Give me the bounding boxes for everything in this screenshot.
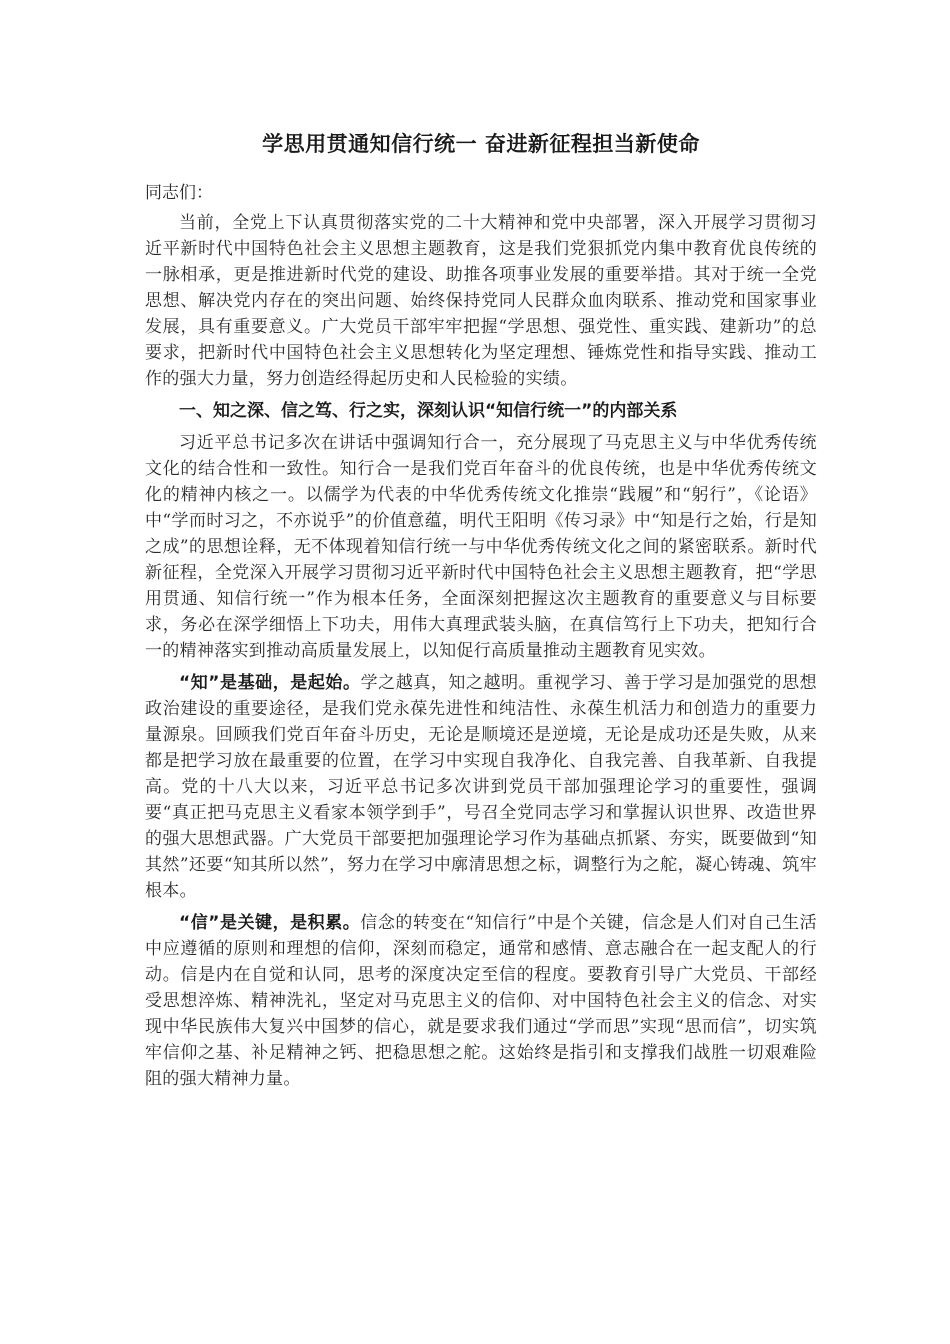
zhi-lead: “知”是基础，是起始。: [179, 673, 361, 693]
xin-paragraph: [145, 910, 817, 1092]
document-title: 学思用贯通知信行统一 奋进新征程担当新使命: [262, 132, 700, 156]
zhi-body: 学之越真，知之越明。重视学习、善于学习是加强党的思想政治建设的重要途径，是我们党永葆先进性和纯洁性、永葆生机活力和创造力的重要力量源泉。回顾我们党百年奋斗历史，无论是顺境还是逆境，无论是成功还是失败，从来都是把学习放在最重要的位置，在学习中实现自我净化、自我完善、自我革新、自我提高。党的十八大以来，习近平总书记多次讲到党员干部加强理论学习的重要性，强调要“真正把马克思主义看家本领学到手”，号召全党同志学习和掌握认识世界、改造世界的强大思想武器。广大党员干部要把加强理论学习作为基础点抓紧、夯实，既要做到“知其然”还要“知其所以然”，努力在学习中廓清思想之标，调整行为之舵，凝心铸魂、筑牢根本。: [145, 673, 817, 901]
document-page: [145, 128, 817, 1098]
salutation: 同志们：: [145, 183, 213, 203]
xin-body: 信念的转变在“知信行”中是个关键，信念是人们对自己生活中应遵循的原则和理想的信仰，深刻而稳定，通常和感情、意志融合在一起支配人的行动。信是内在自觉和认同，思考的深度决定至信的程度。要教育引导广大党员、干部经受思想淬炼、精神洗礼，坚定对马克思主义的信仰、对中国特色社会主义的信念、对实现中华民族伟大复兴中国梦的信心，就是要求我们通过“学而思”实现“思而信”，切实筑牢信仰之基、补足精神之钙、把稳思想之舵。这始终是指引和支撑我们战胜一切艰难险阻的强大精神力量。: [145, 913, 817, 1089]
section-heading-1: 一、知之深、信之笃、行之实，深刻认识“知信行统一”的内部关系: [179, 401, 678, 421]
xin-lead: “信”是关键，是积累。: [179, 913, 361, 933]
zhi-paragraph: [145, 670, 817, 904]
section-1-paragraph: 习近平总书记多次在讲话中强调知行合一，充分展现了马克思主义与中华优秀传统文化的结合性和一致性。知行合一是我们党百年奋斗的优良传统，也是中华优秀传统文化的精神内核之一。以儒学为代表的中华优秀传统文化推崇“践履”和“躬行”，《论语》中“学而时习之，不亦说乎”的价值意蕴，明代王阳明《传习录》中“知是行之始，行是知之成”的思想诠释，无不体现着知信行统一与中华优秀传统文化之间的紧密联系。新时代新征程，全党深入开展学习贯彻习近平新时代中国特色社会主义思想主题教育，把“学思用贯通、知信行统一”作为根本任务，全面深刻把握这次主题教育的重要意义与目标要求，务必在深学细悟上下功夫，用伟大真理武装头脑，在真信笃行上下功夫，把知行合一的精神落实到推动高质量发展上，以知促行高质量推动主题教育见实效。: [145, 433, 817, 661]
intro-paragraph: 当前，全党上下认真贯彻落实党的二十大精神和党中央部署，深入开展学习贯彻习近平新时代中国特色社会主义思想主题教育，这是我们党狠抓党内集中教育优良传统的一脉相承，更是推进新时代党的建设、助推各项事业发展的重要举措。其对于统一全党思想、解决党内存在的突出问题、始终保持党同人民群众血肉联系、推动党和国家事业发展，具有重要意义。广大党员干部牢牢把握“学思想、强党性、重实践、建新功”的总要求，把新时代中国特色社会主义思想转化为坚定理想、锤炼党性和指导实践、推动工作的强大力量，努力创造经得起历史和人民检验的实绩。: [145, 213, 817, 389]
